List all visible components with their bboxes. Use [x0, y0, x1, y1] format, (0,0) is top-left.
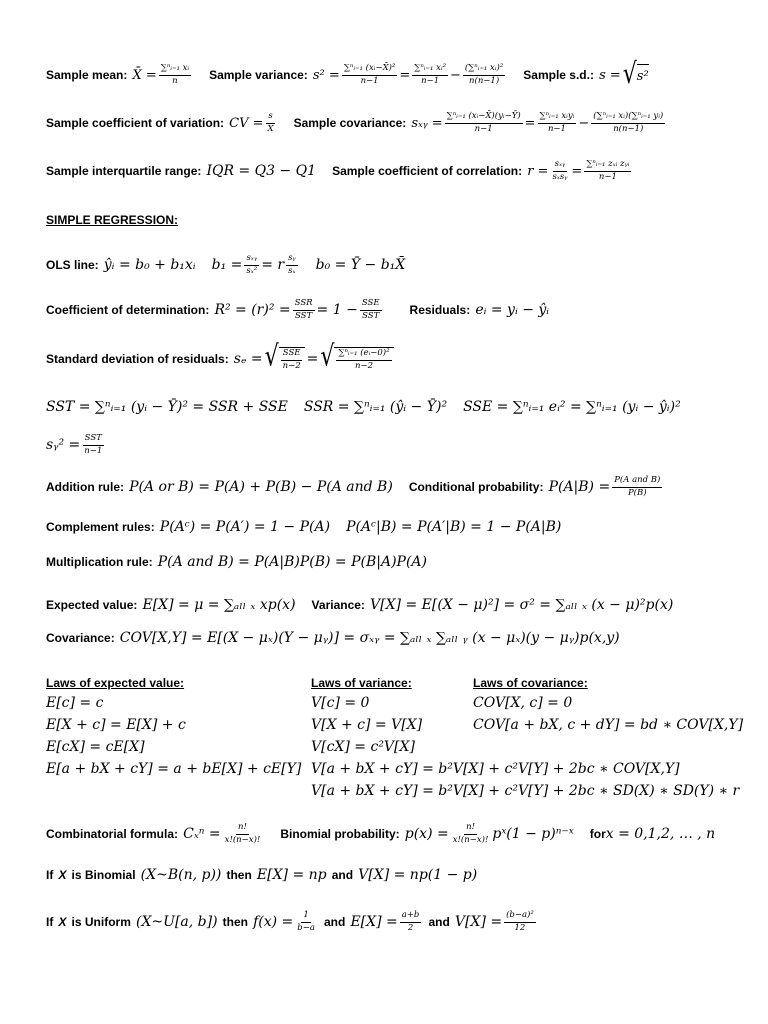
se-label: Standard deviation of residuals:: [46, 352, 229, 366]
sample-variance-label: Sample variance:: [209, 68, 308, 82]
row-cv-covariance: [46, 106, 667, 140]
uniform-f-lhs: f(x) =: [253, 914, 294, 930]
equals-sign: =: [399, 67, 411, 83]
b1-lhs: b₁ =: [211, 257, 243, 273]
conditional-lhs: P(A|B) =: [548, 479, 611, 495]
for-expr: x = 0,1,2, … , n: [605, 826, 716, 842]
ssr-expr: SSR = ∑ⁿᵢ₌₁ (ŷᵢ − Ȳ)²: [303, 399, 448, 415]
se-lhs: sₑ =: [233, 351, 263, 367]
addition-label: Addition rule:: [46, 480, 124, 494]
uniform-e-fraction: $\frac{a+b}{2}$: [401, 909, 420, 933]
sample-variance-fraction-3: $\frac{\text{(∑ⁿᵢ₌₁ xᵢ)²}}{n(n-1)}$: [464, 62, 504, 86]
residuals-expr: eᵢ = yᵢ − ŷᵢ: [475, 302, 550, 318]
binomial-prob-rest: pˣ(1 − p)ⁿ⁻ˣ: [492, 826, 574, 842]
sample-variance-fraction-2: $\frac{\text{∑ⁿᵢ₌₁ xᵢ²}}{n-1}$: [414, 62, 446, 86]
uniform-dist: (X~U[a, b]): [135, 914, 218, 930]
row-sample-mean-variance: [46, 58, 651, 92]
laws-var-heading: Laws of variance:: [311, 676, 412, 690]
and-label: and: [428, 915, 450, 929]
b0-expr: b₀ = Ȳ − b₁X̄: [315, 257, 406, 273]
uniform-f-fraction: $\frac{1}{b-a}$: [297, 909, 315, 933]
complement-expr-1: P(Aᶜ) = P(A′) = 1 − P(A): [159, 519, 331, 535]
residuals-label: Residuals:: [409, 303, 471, 317]
expected-value-label: Expected value:: [46, 598, 138, 612]
binomial-variance: V[X] = np(1 − p): [358, 867, 478, 883]
sample-mean-lhs: X̄ =: [132, 67, 157, 83]
laws-cov-heading: Laws of covariance:: [473, 676, 588, 690]
covariance-fraction-1: $\frac{\text{∑ⁿᵢ₌₁ (xᵢ−X̄)(yᵢ−Ȳ)}}{n-1}$: [446, 110, 521, 134]
se-sqrt-2: √ $\frac{\text{∑ⁿᵢ₌₁ (eᵢ−0)²}}{n-2}$: [320, 347, 393, 372]
correlation-lhs: r =: [527, 163, 549, 179]
variance-label: Variance:: [311, 598, 365, 612]
row-addition-rule: [46, 472, 664, 502]
for-label: for: [589, 827, 606, 841]
multiplication-expr: P(A and B) = P(A|B)P(B) = P(B|A)P(A): [157, 554, 427, 570]
law-cov-2: COV[a + bX, c + dY] = bd ∗ COV[X,Y]: [473, 717, 744, 733]
law-var-1: V[c] = 0: [311, 695, 370, 711]
row-combinatorial: [46, 818, 715, 850]
b1-fraction-1: $\frac{\text{sₓᵧ}}{\text{sₓ²}}$: [246, 252, 258, 276]
laws-expected-value: [46, 674, 301, 780]
row-multiplication-rule: [46, 551, 427, 573]
equals-sign: =: [524, 115, 536, 131]
binomial-expectation: E[X] = np: [256, 867, 327, 883]
correlation-label: Sample coefficient of correlation:: [332, 164, 523, 178]
law-ev-1: E[c] = c: [46, 695, 104, 711]
r2-fraction-1: $\frac{\text{SSR}}{\text{SST}}$: [294, 297, 313, 321]
r2-fraction-2: $\frac{\text{SSE}}{\text{SST}}$: [361, 297, 380, 321]
r2-lhs: R² = (r)² =: [214, 302, 291, 318]
sse-expr: SSE = ∑ⁿᵢ₌₁ eᵢ² = ∑ⁿᵢ₌₁ (yᵢ − ŷᵢ)²: [463, 399, 681, 415]
sample-mean-fraction: $\frac{\text{∑ⁿᵢ₌₁ xᵢ}}{n}$: [160, 62, 190, 86]
iqr-label: Sample interquartile range:: [46, 164, 202, 178]
heading-text: SIMPLE REGRESSION:: [46, 213, 179, 227]
row-covariance: [46, 627, 620, 649]
r2-mid: = 1 −: [316, 302, 358, 318]
b1-fraction-2: $\frac{\text{sᵧ}}{\text{sₓ}}$: [288, 252, 296, 276]
conditional-fraction: $\frac{\text{P(A and B)}}{P(B)}$: [614, 474, 661, 498]
law-var-5: V[a + bX + cY] = b²V[X] + c²V[Y] + 2bc ∗ SD(X) ∗ SD(Y) ∗ r: [311, 783, 740, 799]
law-ev-2: E[X + c] = E[X] + c: [46, 717, 186, 733]
law-var-4: V[a + bX + cY] = b²V[X] + c²V[Y] + 2bc ∗ COV[X,Y]: [311, 761, 680, 777]
cv-fraction: $\frac{s}{X̄}$: [267, 110, 274, 134]
binomial-prob-lhs: p(x) =: [404, 826, 449, 842]
sample-mean-label: Sample mean:: [46, 68, 128, 82]
if-label: If: [46, 915, 54, 929]
multiplication-label: Multiplication rule:: [46, 555, 153, 569]
row-std-dev-residuals: [46, 340, 396, 378]
iqr-expr: IQR = Q3 − Q1: [206, 163, 317, 179]
law-ev-3: E[cX] = cE[X]: [46, 739, 145, 755]
law-ev-4: E[a + bX + cY] = a + bE[X] + cE[Y]: [46, 761, 302, 777]
minus-sign: −: [578, 115, 590, 131]
ols-label: OLS line:: [46, 258, 99, 272]
r2-label: Coefficient of determination:: [46, 303, 210, 317]
simple-regression-heading: [46, 210, 178, 230]
binomial-label: is Binomial: [71, 868, 136, 882]
row-complement-rules: [46, 516, 561, 538]
row-sy-squared: [46, 428, 106, 462]
complement-expr-2: P(Aᶜ|B) = P(A′|B) = 1 − P(A|B): [346, 519, 562, 535]
sample-sd-sqrt: √ s²: [622, 58, 649, 91]
law-var-2: V[X + c] = V[X]: [311, 717, 423, 733]
variance-expr: V[X] = E[(X − μ)²] = σ² = ∑ₐₗₗ ₓ (x − μ)²p(x): [370, 597, 674, 613]
x-var: X: [58, 915, 67, 929]
minus-sign: −: [450, 67, 461, 83]
law-cov-1: COV[X, c] = 0: [473, 695, 573, 711]
cv-lhs: CV =: [229, 115, 264, 131]
covariance-def-label: Covariance:: [46, 631, 115, 645]
then-label: then: [222, 915, 248, 929]
covariance-fraction-3: $\frac{\text{(∑ⁿᵢ₌₁ xᵢ)(∑ⁿᵢ₌₁ yᵢ)}}{n(n-1)}$: [593, 110, 664, 134]
sst-expr: SST = ∑ⁿᵢ₌₁ (yᵢ − Ȳ)² = SSR + SSE: [46, 399, 288, 415]
correlation-fraction-2: $\frac{\text{∑ⁿᵢ₌₁ zₓᵢ zᵧᵢ}}{n-1}$: [586, 158, 630, 182]
uniform-label: is Uniform: [71, 915, 131, 929]
sample-sd-label: Sample s.d.:: [523, 68, 594, 82]
row-iqr-correlation: [46, 154, 633, 188]
conditional-label: Conditional probability:: [408, 480, 544, 494]
cv-label: Sample coefficient of variation:: [46, 116, 225, 130]
row-uniform: [46, 906, 538, 938]
sample-variance-lhs: s² =: [312, 67, 340, 83]
x-var: X: [58, 868, 67, 882]
then-label: then: [226, 868, 252, 882]
row-sum-of-squares: [46, 395, 681, 419]
correlation-fraction-1: $\frac{\text{sₓᵧ}}{\text{sₓsᵧ}}$: [552, 158, 568, 182]
laws-covariance: [473, 674, 743, 736]
covariance-label: Sample covariance:: [293, 116, 407, 130]
se-sqrt-1: √ $\frac{\text{SSE}}{n-2}$: [265, 347, 305, 372]
if-label: If: [46, 868, 54, 882]
binomial-prob-fraction: $\frac{n!}{x!(n-x)!}$: [452, 821, 489, 845]
combinatorial-fraction: $\frac{n!}{x!(n-x)!}$: [224, 821, 261, 845]
and-label: and: [324, 915, 346, 929]
uniform-e-lhs: E[X] =: [350, 914, 398, 930]
sample-sd-lhs: s =: [599, 67, 621, 83]
covariance-def-expr: COV[X,Y] = E[(X − μₓ)(Y − μᵧ)] = σₓᵧ = ∑ₐₗₗ ₓ ∑ₐₗₗ ᵧ (x − μₓ)(y − μᵧ)p(x,y): [119, 630, 620, 646]
binomial-dist: (X~B(n, p)): [140, 867, 222, 883]
addition-expr: P(A or B) = P(A) + P(B) − P(A and B): [129, 479, 393, 495]
combinatorial-lhs: Cₓⁿ =: [183, 826, 221, 842]
row-ols-line: [46, 248, 405, 282]
equals-sign: =: [306, 351, 319, 367]
laws-ev-heading: Laws of expected value:: [46, 676, 185, 690]
complement-label: Complement rules:: [46, 520, 155, 534]
row-coefficient-determination: [46, 293, 549, 327]
covariance-lhs: sₓᵧ =: [411, 115, 443, 131]
row-expected-value: [46, 594, 673, 616]
sy-fraction: $\frac{\text{SST}}{n-1}$: [84, 432, 103, 456]
sample-variance-fraction-1: $\frac{\text{∑ⁿᵢ₌₁ (xᵢ−X̄)²}}{n-1}$: [343, 62, 396, 86]
combinatorial-label: Combinatorial formula:: [46, 827, 179, 841]
b1-mid: = r: [261, 257, 285, 273]
and-label: and: [331, 868, 354, 882]
law-var-3: V[cX] = c²V[X]: [311, 739, 415, 755]
sy-lhs: sᵧ² =: [46, 437, 81, 453]
row-binomial: [46, 864, 477, 886]
ols-yhat: ŷᵢ = b₀ + b₁xᵢ: [103, 257, 196, 273]
binomial-prob-label: Binomial probability:: [280, 827, 400, 841]
uniform-v-lhs: V[X] =: [454, 914, 503, 930]
covariance-fraction-2: $\frac{\text{∑ⁿᵢ₌₁ xᵢyᵢ}}{n-1}$: [539, 110, 575, 134]
equals-sign: =: [571, 163, 583, 179]
uniform-v-fraction: $\frac{\text{(b−a)²}}{12}$: [506, 909, 534, 933]
expected-value-expr: E[X] = μ = ∑ₐₗₗ ₓ xp(x): [142, 597, 296, 613]
